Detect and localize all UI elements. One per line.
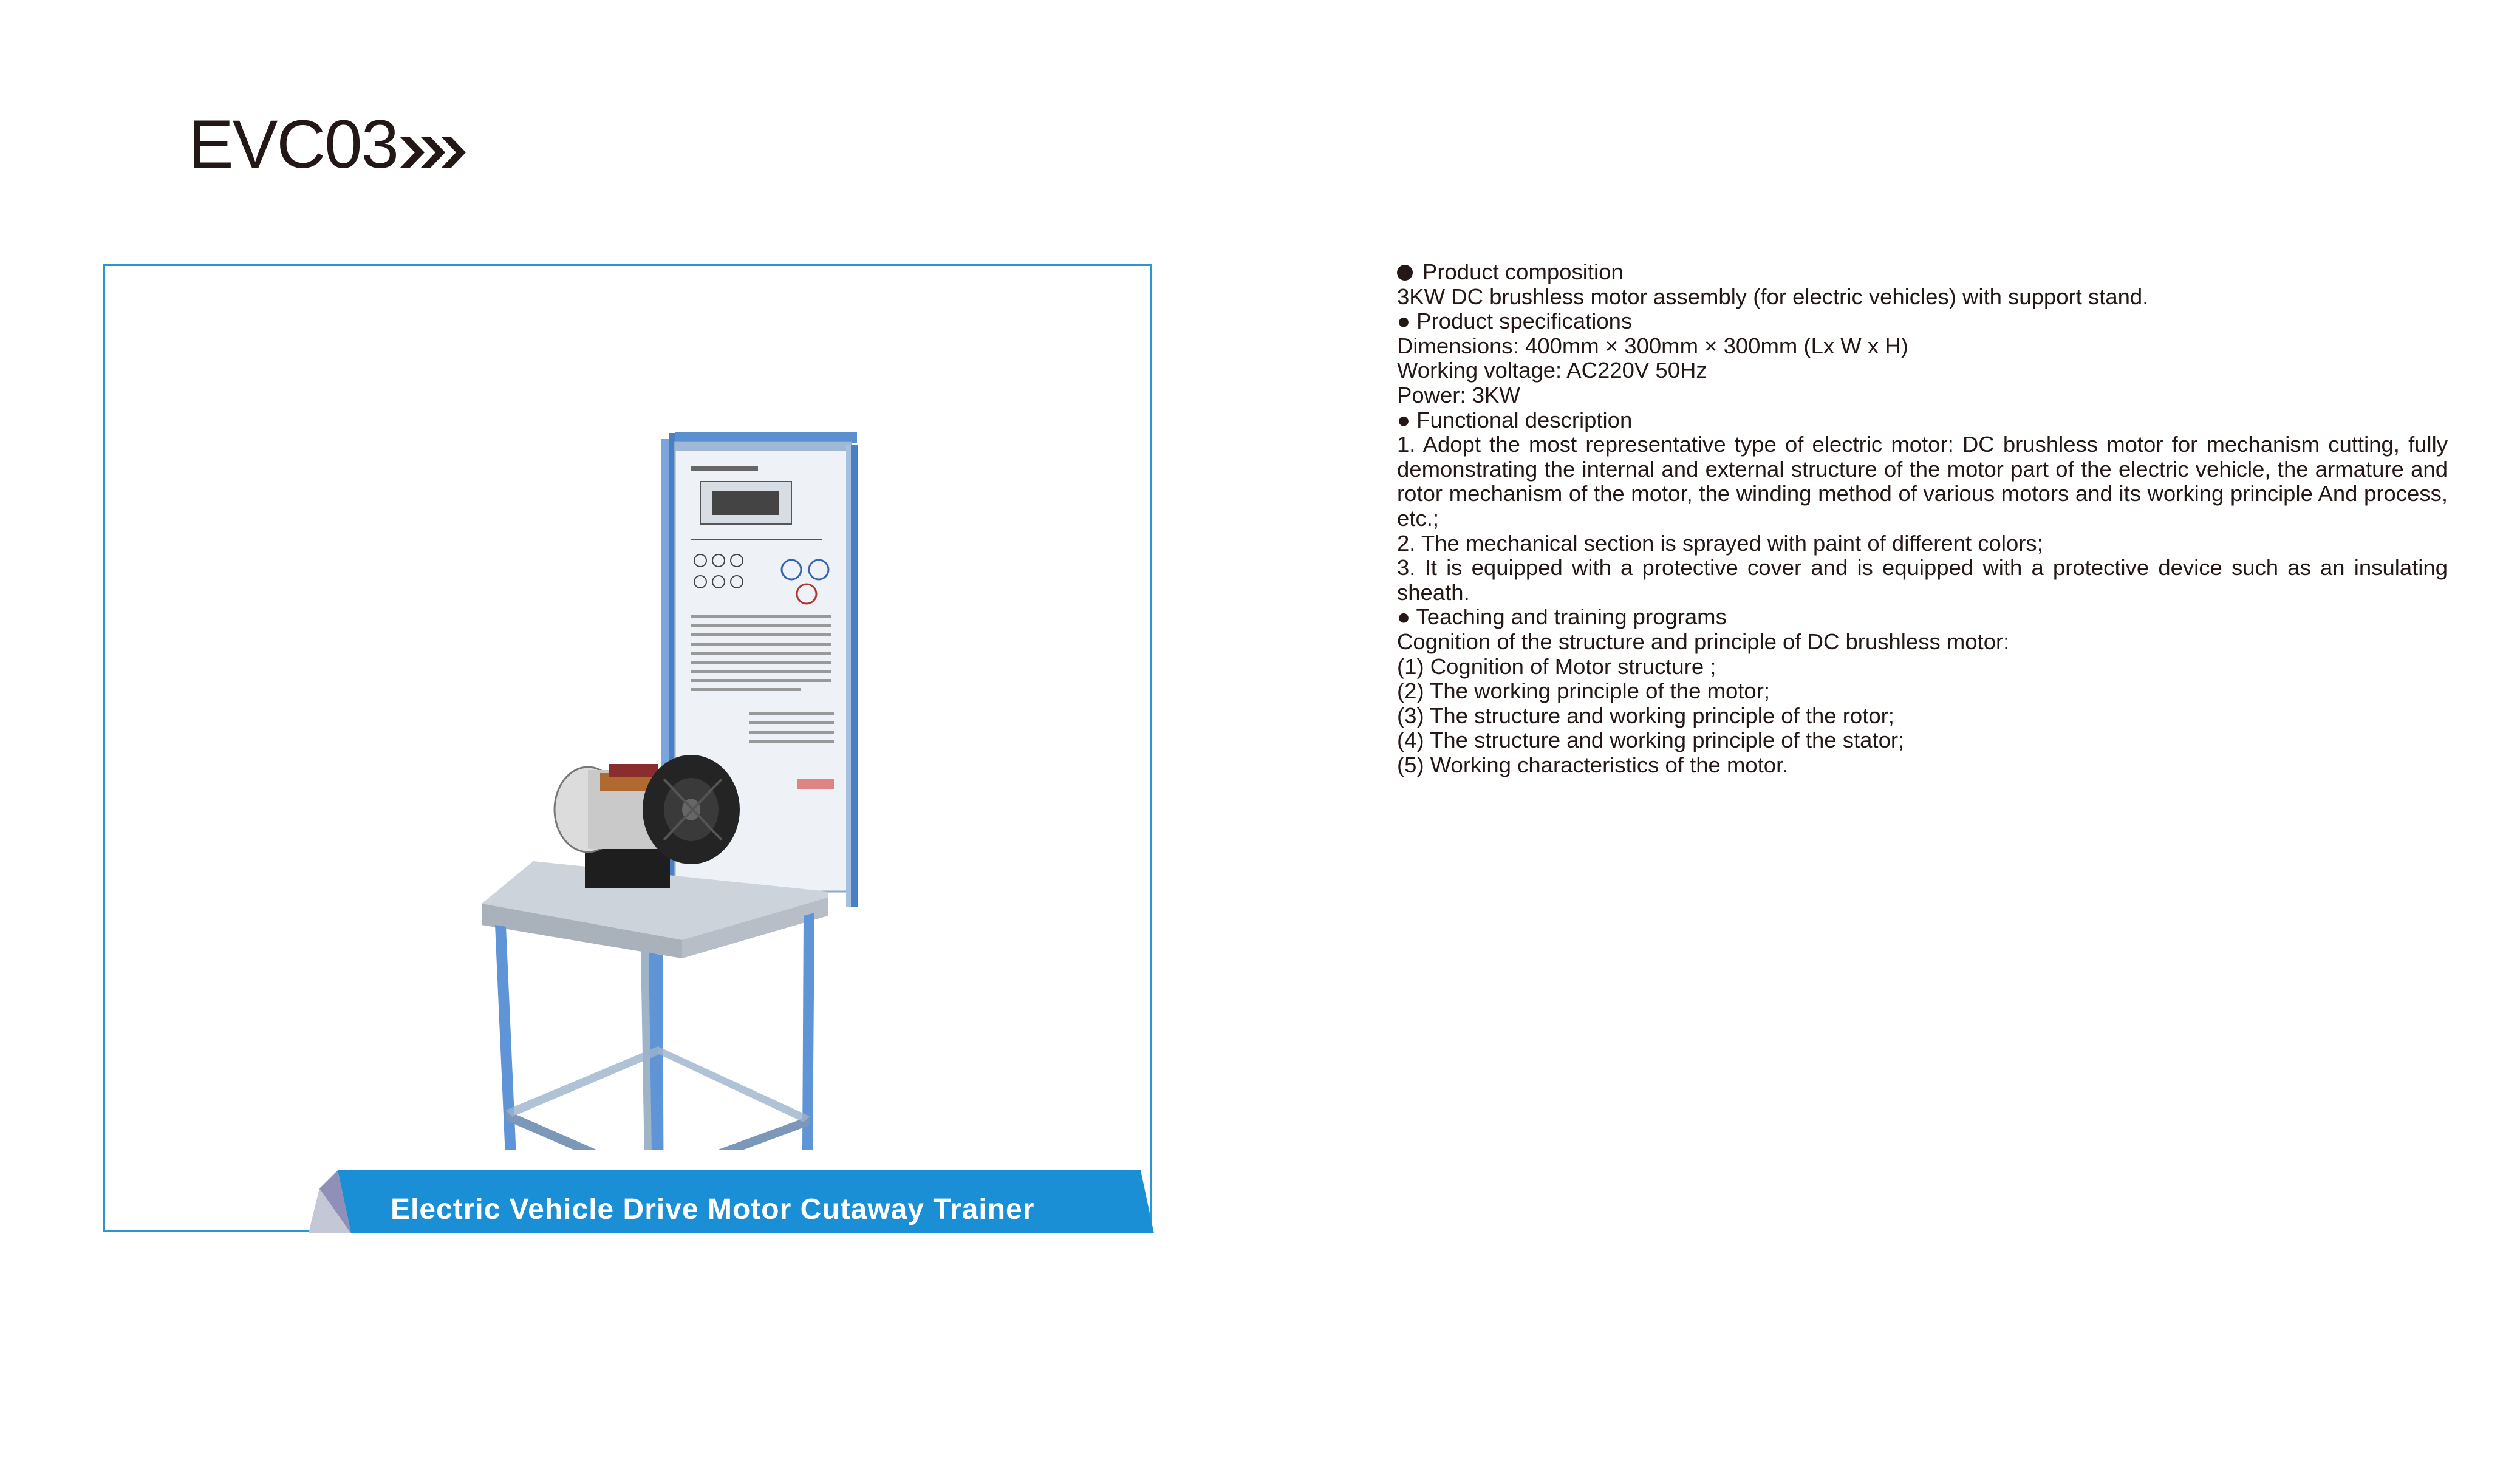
functional-item-2: 2. The mechanical section is sprayed with paint of different colors;	[1397, 530, 2043, 556]
composition-heading: Product composition	[1397, 260, 2448, 285]
product-image-frame	[103, 264, 1152, 1232]
spec-voltage: Working voltage: AC220V 50Hz	[1397, 358, 1707, 383]
triple-chevron-right-icon	[400, 135, 467, 170]
teaching-item-4: (4) The structure and working principle of the stator;	[1397, 728, 1905, 753]
bullet-icon	[1397, 265, 1413, 281]
teaching-intro: Cognition of the structure and principle of DC brushless motor:	[1397, 629, 2010, 654]
spec-dimensions: Dimensions: 400mm × 300mm × 300mm (Lx W x H)	[1397, 333, 1908, 358]
model-code-title: EVC03	[188, 106, 398, 182]
teaching-item-5: (5) Working characteristics of the motor.	[1397, 752, 1789, 777]
composition-text: 3KW DC brushless motor assembly (for electric vehicles) with support stand.	[1397, 284, 2149, 309]
teaching-item-3: (3) The structure and working principle of the rotor;	[1397, 703, 1894, 728]
functional-item-3: 3. It is equipped with a protective cover and is equipped with a protective device such as an insulating sheath.	[1397, 555, 2448, 605]
teaching-item-2: (2) The working principle of the motor;	[1397, 678, 1770, 704]
product-description	[1397, 260, 2448, 777]
motor-trainer-product-image	[482, 360, 858, 1150]
functional-heading: ● Functional description	[1397, 407, 1633, 432]
spec-power: Power: 3KW	[1397, 382, 1520, 407]
functional-item-1: 1. Adopt the most representative type of electric motor: DC brushless motor for mechanism cutting, fully demonstrating the internal and external structure of the motor part of the electric vehicle, the armature and rotor mechanism of the motor, the winding method of various motors and its working principle And process, etc.;	[1397, 432, 2448, 531]
specs-heading: ● Product specifications	[1397, 309, 1633, 334]
teaching-heading: ● Teaching and training programs	[1397, 604, 1727, 630]
model-code-header	[188, 102, 467, 187]
teaching-item-1: (1) Cognition of Motor structure ;	[1397, 653, 1716, 679]
caption-title: Electric Vehicle Drive Motor Cutaway Trainer	[391, 1193, 1035, 1226]
